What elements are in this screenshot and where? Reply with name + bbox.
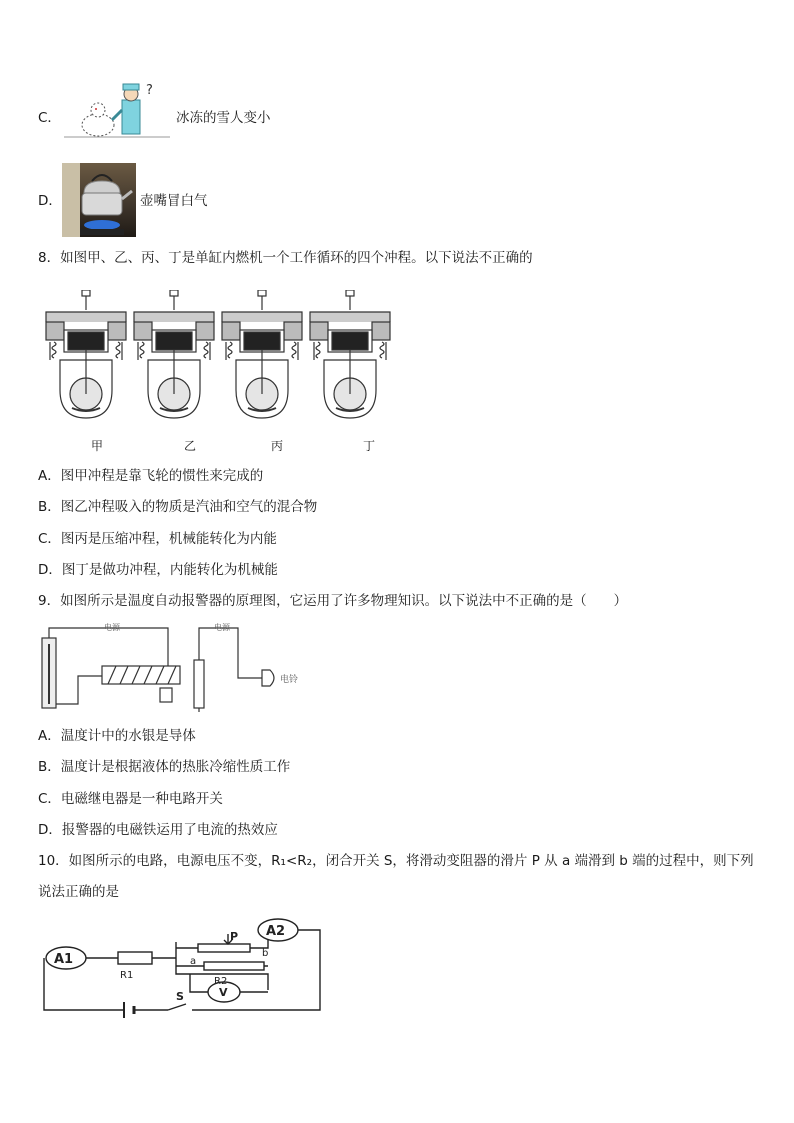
circuit-diagram	[38, 918, 324, 1018]
q7-option-c-text: 冰冻的雪人变小	[176, 110, 271, 126]
kettle-photo	[62, 163, 136, 237]
q9-option-a: A．温度计中的水银是导体	[38, 728, 196, 744]
q7-option-c	[38, 108, 61, 128]
q9-option-d: D．报警器的电磁铁运用了电流的热效应	[38, 822, 278, 838]
ammeter-a1-label: A1	[54, 952, 74, 967]
engine-strokes-figure	[42, 290, 394, 430]
q8-option-b: B．图乙冲程吸入的物质是汽油和空气的混合物	[38, 499, 318, 515]
q8-option-a: A．图甲冲程是靠飞轮的惯性来完成的	[38, 468, 264, 484]
svg-text:?: ?	[146, 83, 153, 98]
q10-stem-line1: 10．如图所示的电路，电源电压不变，R₁<R₂，闭合开关 S，将滑动变阻器的滑片 P 从 a 端滑到 b 端的过程中，则下列	[38, 853, 754, 869]
option-letter: C．	[38, 110, 61, 126]
switch-s-label: S	[176, 990, 184, 1003]
svg-text:电源: 电源	[214, 623, 230, 632]
figure-caption-yi: 乙	[184, 439, 197, 453]
voltmeter-v-label: V	[219, 986, 228, 999]
q8-option-d: D．图丁是做功冲程，内能转化为机械能	[38, 562, 278, 578]
q10-stem-line2: 说法正确的是	[38, 884, 119, 900]
temperature-alarm-figure	[38, 620, 322, 712]
figure-caption-jia: 甲	[91, 439, 104, 453]
option-letter: D．	[38, 193, 62, 209]
q9-option-b: B．温度计是根据液体的热胀冷缩性质工作	[38, 759, 291, 775]
q8-stem: 8．如图甲、乙、丙、丁是单缸内燃机一个工作循环的四个冲程。以下说法不正确的	[38, 250, 533, 266]
q9-option-c: C．电磁继电器是一种电路开关	[38, 791, 223, 807]
svg-text:电铃: 电铃	[280, 675, 299, 685]
svg-text:电源: 电源	[104, 623, 120, 632]
resistor-r1-label: R1	[120, 970, 134, 981]
figure-caption-ding: 丁	[363, 439, 376, 453]
terminal-b-label: b	[262, 948, 269, 959]
resistor-r2-label: R2	[214, 976, 228, 987]
slider-p-label: P	[230, 930, 239, 943]
ammeter-a2-label: A2	[266, 924, 286, 939]
q9-stem: 9．如图所示是温度自动报警器的原理图，它运用了许多物理知识。以下说法中不正确的是（ ）	[38, 593, 628, 609]
snowman-figure	[62, 80, 172, 140]
q7-option-d	[38, 191, 62, 211]
terminal-a-label: a	[190, 956, 197, 967]
q7-option-d-text: 壶嘴冒白气	[140, 193, 208, 209]
figure-caption-bing: 丙	[271, 439, 284, 453]
q8-option-c: C．图丙是压缩冲程，机械能转化为内能	[38, 531, 277, 547]
